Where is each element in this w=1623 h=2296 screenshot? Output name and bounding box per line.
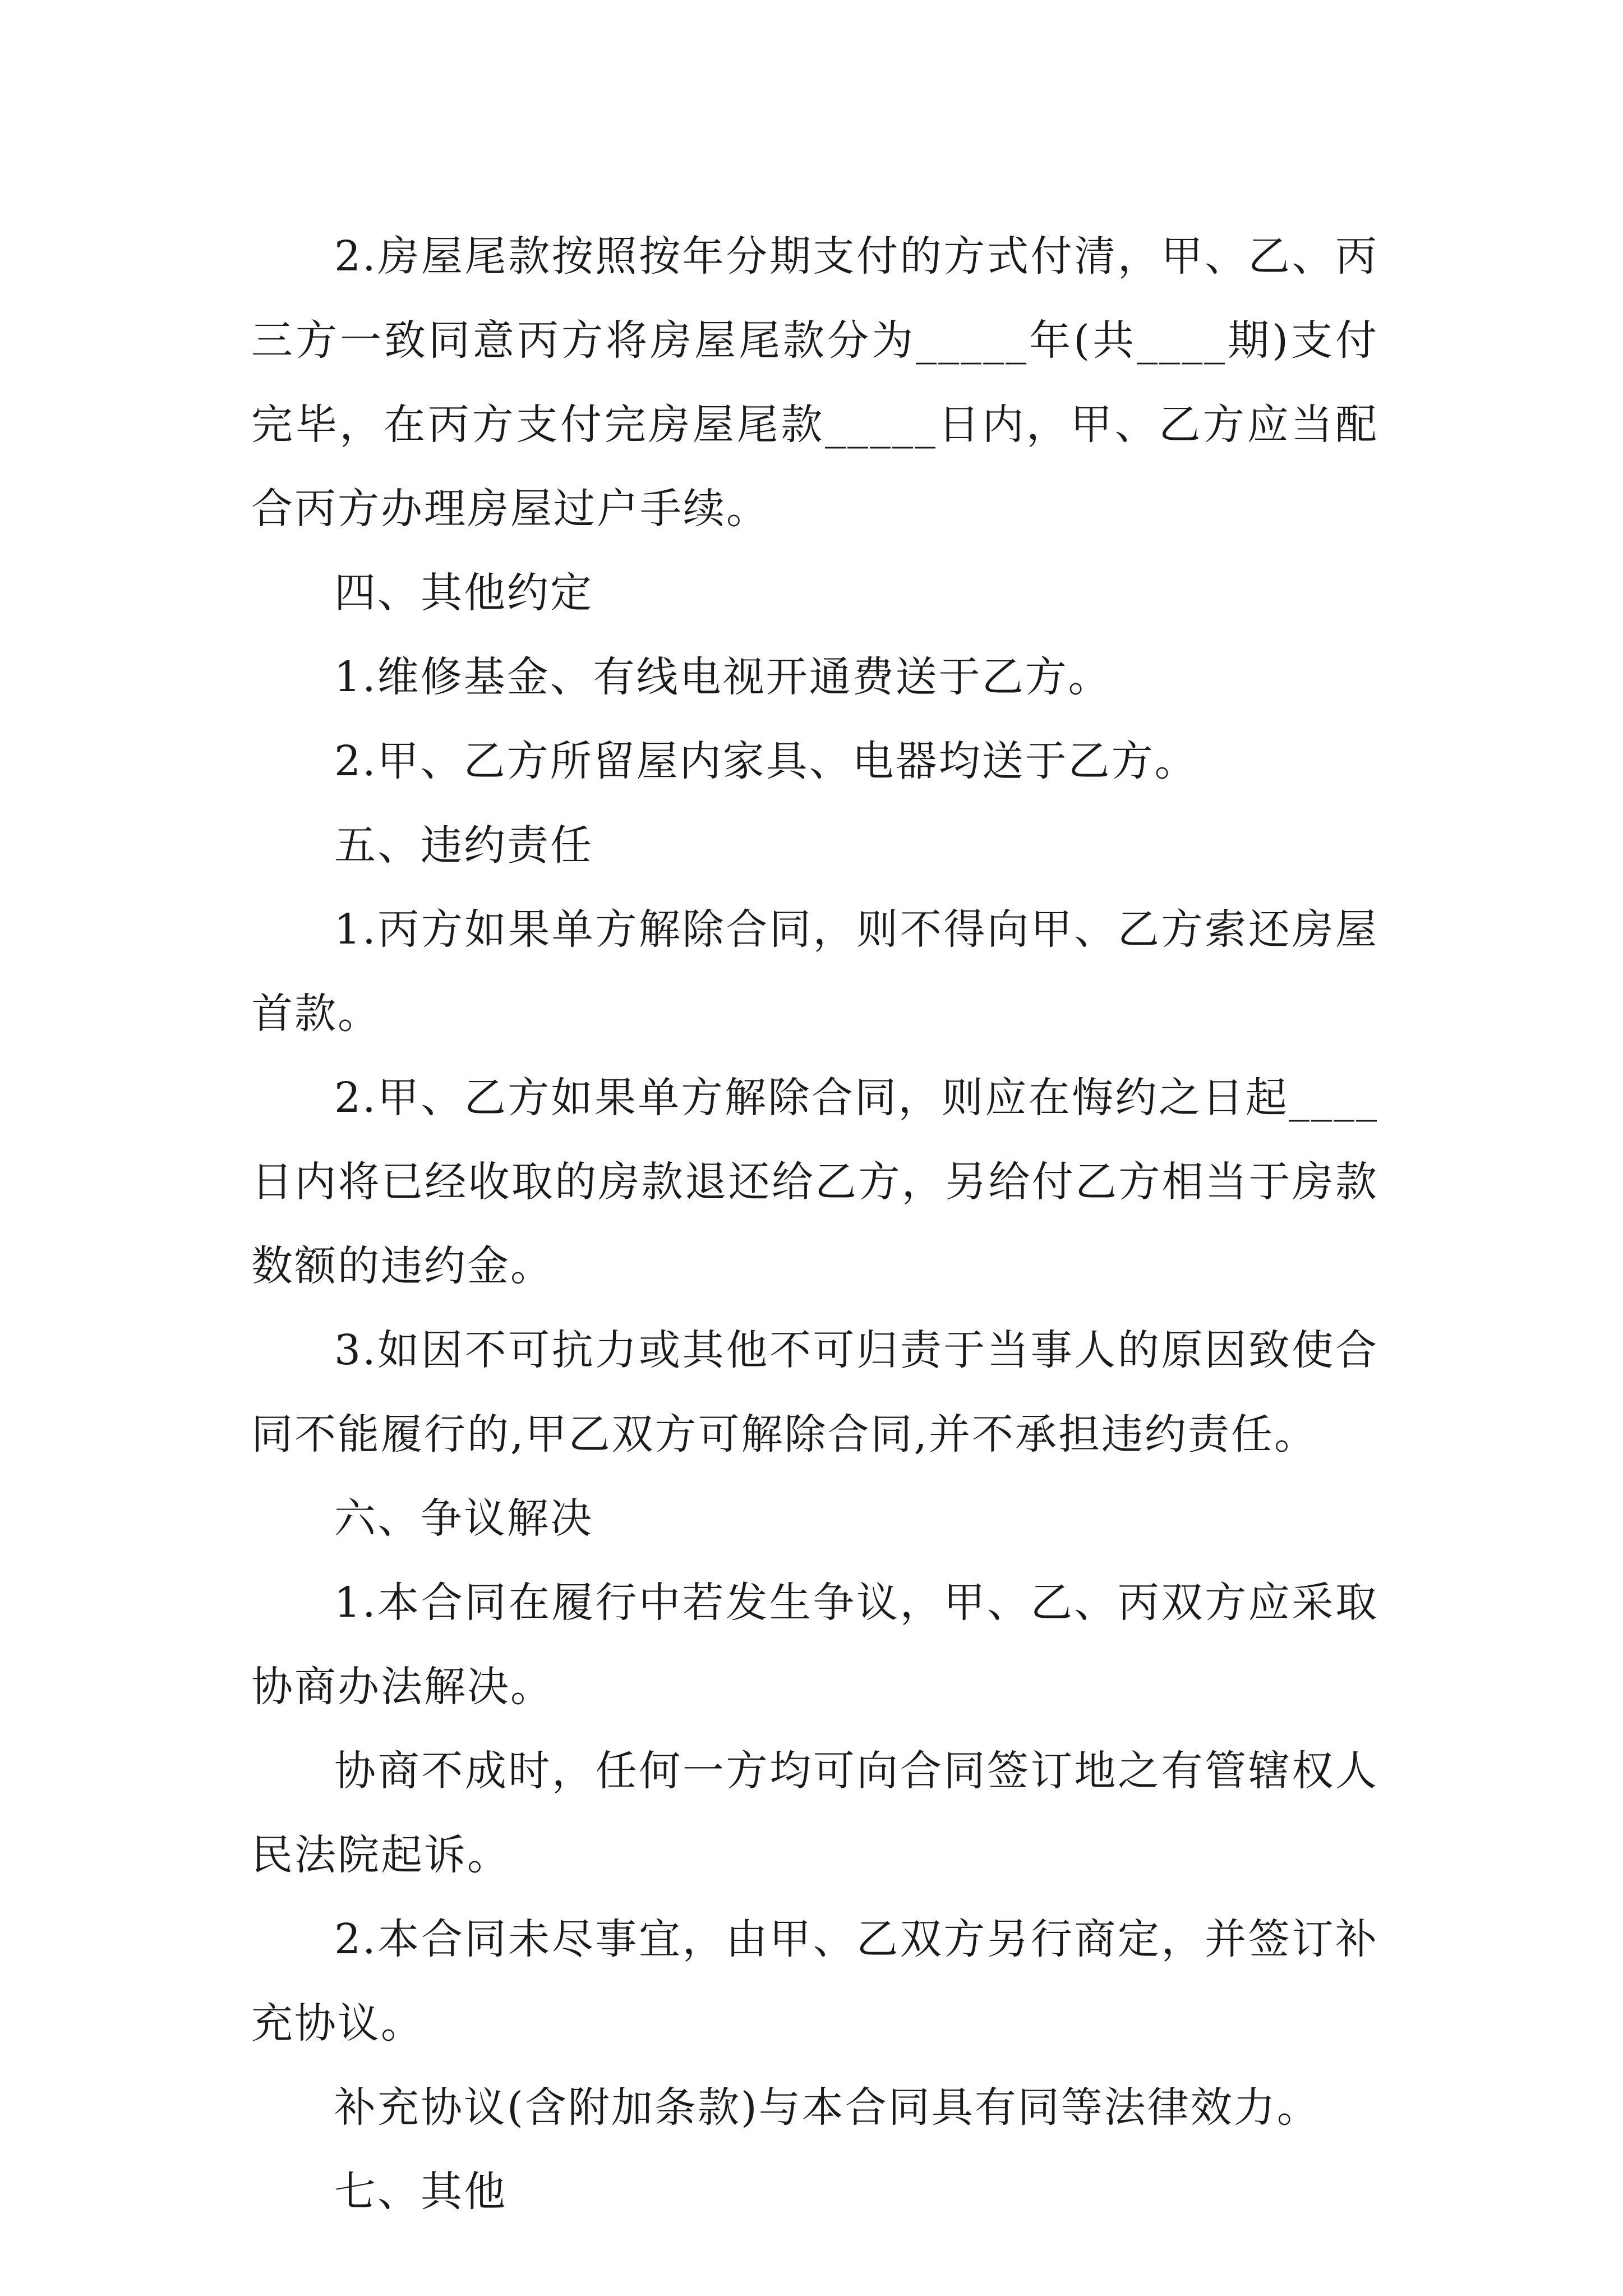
clause-maintenance-fund: 1.维修基金、有线电视开通费送于乙方。 (334, 653, 1112, 701)
clause-final-payment: 2.房屋尾款按照按年分期支付的方式付清，甲、乙、丙三方一致同意丙方将房屋尾款分为_____年(共____期)支付完毕，在丙方支付完房屋尾款_____日内，甲、乙方应当配合丙方办理房屋过户手续。 (251, 232, 1378, 533)
section-heading-breach-liability: 五、违约责任 (334, 821, 593, 869)
clause-litigation: 协商不成时，任何一方均可向合同签订地之有管辖权人民法院起诉。 (251, 1747, 1378, 1879)
clause-party-ab-termination: 2.甲、乙方如果单方解除合同，则应在悔约之日起____日内将已经收取的房款退还给乙方，另给付乙方相当于房款数额的违约金。 (251, 1074, 1378, 1290)
clause-furniture-appliances: 2.甲、乙方所留屋内家具、电器均送于乙方。 (334, 737, 1198, 785)
clause-supplementary-effect: 补充协议(含附加条款)与本合同具有同等法律效力。 (334, 2083, 1320, 2132)
clause-force-majeure: 3.如因不可抗力或其他不可归责于当事人的原因致使合同不能履行的,甲乙双方可解除合同,并不承担违约责任。 (251, 1326, 1378, 1458)
section-heading-other-agreements: 四、其他约定 (334, 569, 593, 617)
clause-supplementary-agreement: 2.本合同未尽事宜，由甲、乙双方另行商定，并签订补充协议。 (251, 1915, 1378, 2047)
section-heading-dispute-resolution: 六、争议解决 (334, 1494, 593, 1543)
clause-party-c-termination: 1.丙方如果单方解除合同，则不得向甲、乙方索还房屋首款。 (251, 905, 1378, 1038)
section-heading-other: 七、其他 (334, 2168, 507, 2216)
document-body (251, 214, 1378, 2234)
clause-negotiation: 1.本合同在履行中若发生争议，甲、乙、丙双方应采取协商办法解决。 (251, 1579, 1378, 1711)
